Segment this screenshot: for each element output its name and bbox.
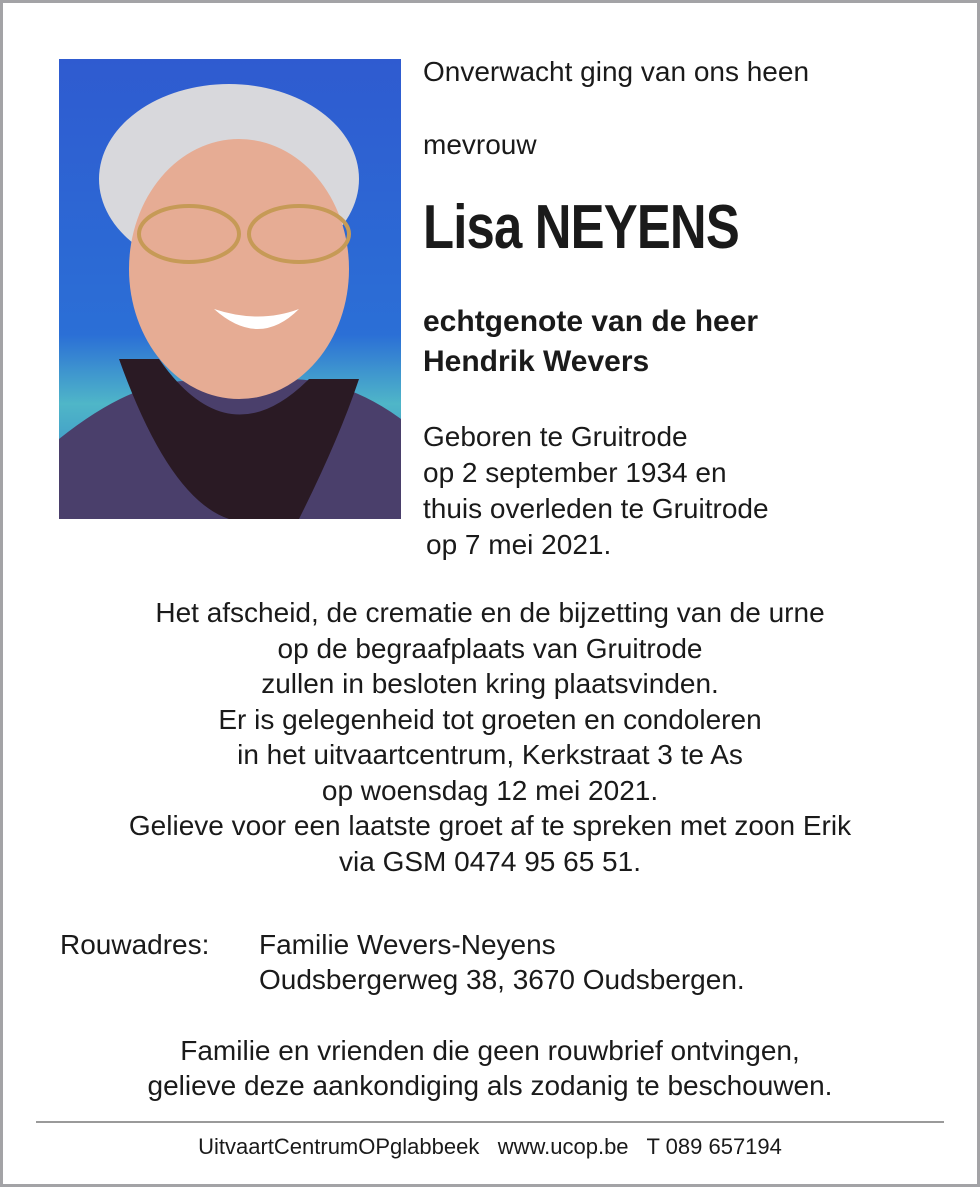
deceased-name: Lisa NEYENS — [423, 193, 739, 262]
ceremony-line: op woensdag 12 mei 2021. — [321, 775, 659, 806]
ceremony-line: in het uitvaartcentrum, Kerkstraat 3 te As — [237, 739, 743, 770]
address-line: Familie Wevers-Neyens — [259, 929, 556, 960]
birth-death-line: op 7 mei 2021. — [426, 529, 612, 560]
address-line: Oudsbergerweg 38, 3670 Oudsbergen. — [259, 964, 745, 995]
closing-line: gelieve deze aankondiging als zodanig te beschouwen. — [147, 1070, 833, 1101]
closing-line: Familie en vrienden die geen rouwbrief ontvingen, — [180, 1035, 800, 1066]
honorific: mevrouw — [423, 129, 537, 160]
birth-death-line: op 2 september 1934 en — [423, 457, 727, 488]
footer-company: UitvaartCentrumOPglabbeek — [198, 1134, 480, 1159]
intro-text: Onverwacht ging van ons heen — [423, 56, 810, 87]
spouse-line-1: echtgenote van de heer — [423, 305, 759, 338]
ceremony-line: via GSM 0474 95 65 51. — [339, 846, 641, 877]
birth-death-line: thuis overleden te Gruitrode — [423, 493, 769, 524]
footer-website[interactable]: www.ucop.be — [497, 1134, 629, 1159]
footer-divider — [36, 1121, 944, 1123]
ceremony-line: Het afscheid, de crematie en de bijzetting van de urne — [155, 597, 825, 628]
ceremony-line: zullen in besloten kring plaatsvinden. — [261, 668, 719, 699]
birth-death-line: Geboren te Gruitrode — [423, 421, 688, 452]
address-label: Rouwadres: — [60, 929, 210, 960]
ceremony-line: op de begraafplaats van Gruitrode — [277, 633, 703, 664]
spouse-line-2: Hendrik Wevers — [423, 345, 650, 378]
ceremony-line: Gelieve voor een laatste groet af te spreken met zoon Erik — [128, 810, 852, 841]
ceremony-line: Er is gelegenheid tot groeten en condoleren — [218, 704, 762, 735]
portrait-photo — [59, 59, 401, 519]
footer — [0, 1133, 980, 1161]
footer-phone: T 089 657194 — [646, 1134, 782, 1159]
